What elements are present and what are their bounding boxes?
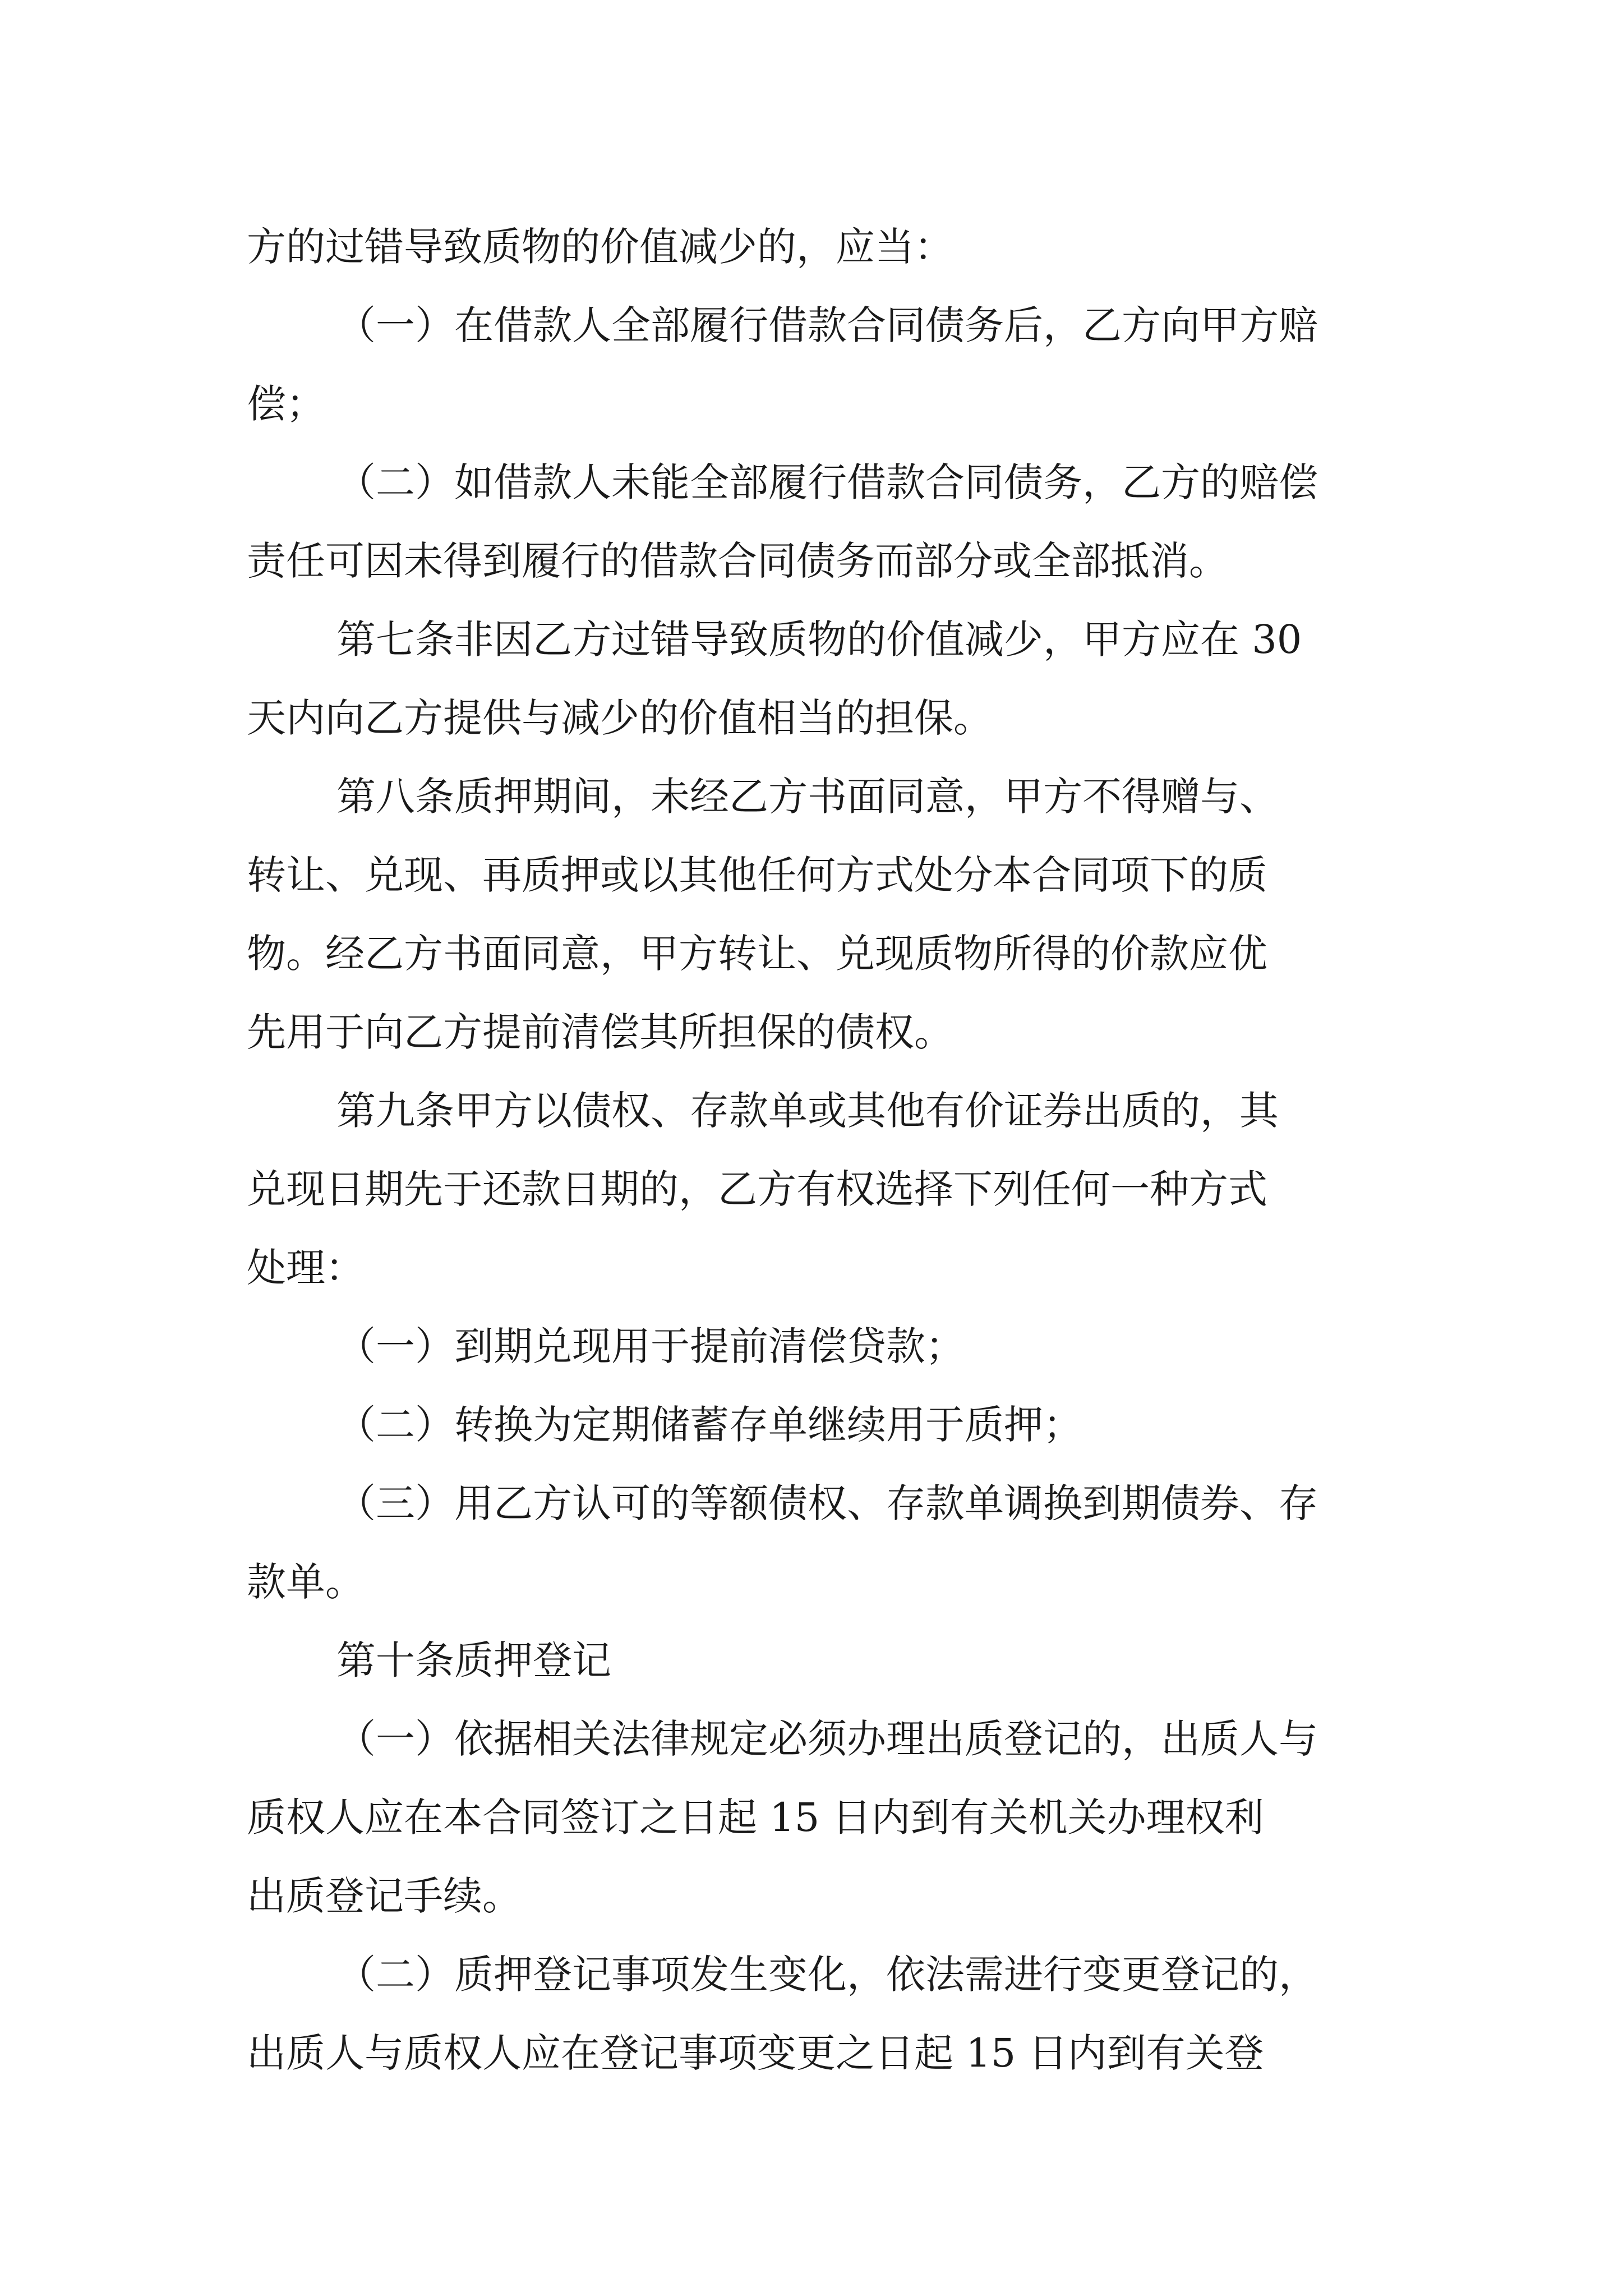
text-line-9: 转让、兑现、再质押或以其他任何方式处分本合同项下的质 — [247, 852, 1267, 898]
text-line-13: 兑现日期先于还款日期的，乙方有权选择下列任何一种方式 — [247, 1166, 1267, 1212]
text-line-18: 款单。 — [247, 1559, 365, 1605]
text-line-5: 责任可因未得到履行的借款合同债务而部分或全部抵消。 — [247, 538, 1228, 584]
text-line-17: （三）用乙方认可的等额债权、存款单调换到期债券、存 — [336, 1480, 1318, 1526]
text-line-3: 偿； — [247, 381, 325, 427]
text-line-10: 物。经乙方书面同意，甲方转让、兑现质物所得的价款应优 — [247, 931, 1267, 977]
text-line-1: 方的过错导致质物的价值减少的，应当： — [247, 224, 953, 270]
text-line-11: 先用于向乙方提前清偿其所担保的债权。 — [247, 1009, 953, 1055]
text-line-2: （一）在借款人全部履行借款合同债务后，乙方向甲方赔 — [336, 302, 1318, 348]
text-line-8: 第八条质押期间，未经乙方书面同意，甲方不得赠与、 — [336, 774, 1279, 820]
text-line-14: 处理： — [247, 1245, 365, 1291]
text-line-4: （二）如借款人未能全部履行借款合同债务，乙方的赔偿 — [336, 459, 1318, 505]
text-line-16: （二）转换为定期储蓄存单继续用于质押； — [336, 1402, 1082, 1448]
text-line-12: 第九条甲方以债权、存款单或其他有价证券出质的，其 — [336, 1088, 1279, 1134]
text-line-7: 天内向乙方提供与减少的价值相当的担保。 — [247, 695, 993, 741]
text-line-19: 第十条质押登记 — [336, 1637, 611, 1683]
text-line-6: 第七条非因乙方过错导致质物的价值减少，甲方应在 30 — [336, 616, 1302, 662]
text-line-22: 出质登记手续。 — [247, 1873, 522, 1919]
text-line-15: （一）到期兑现用于提前清偿贷款； — [336, 1323, 965, 1369]
text-line-20: （一）依据相关法律规定必须办理出质登记的，出质人与 — [336, 1716, 1318, 1762]
text-line-21: 质权人应在本合同签订之日起 15 日内到有关机关办理权利 — [247, 1795, 1264, 1841]
text-line-24: 出质人与质权人应在登记事项变更之日起 15 日内到有关登 — [247, 2030, 1264, 2076]
text-line-23: （二）质押登记事项发生变化，依法需进行变更登记的， — [336, 1952, 1318, 1998]
